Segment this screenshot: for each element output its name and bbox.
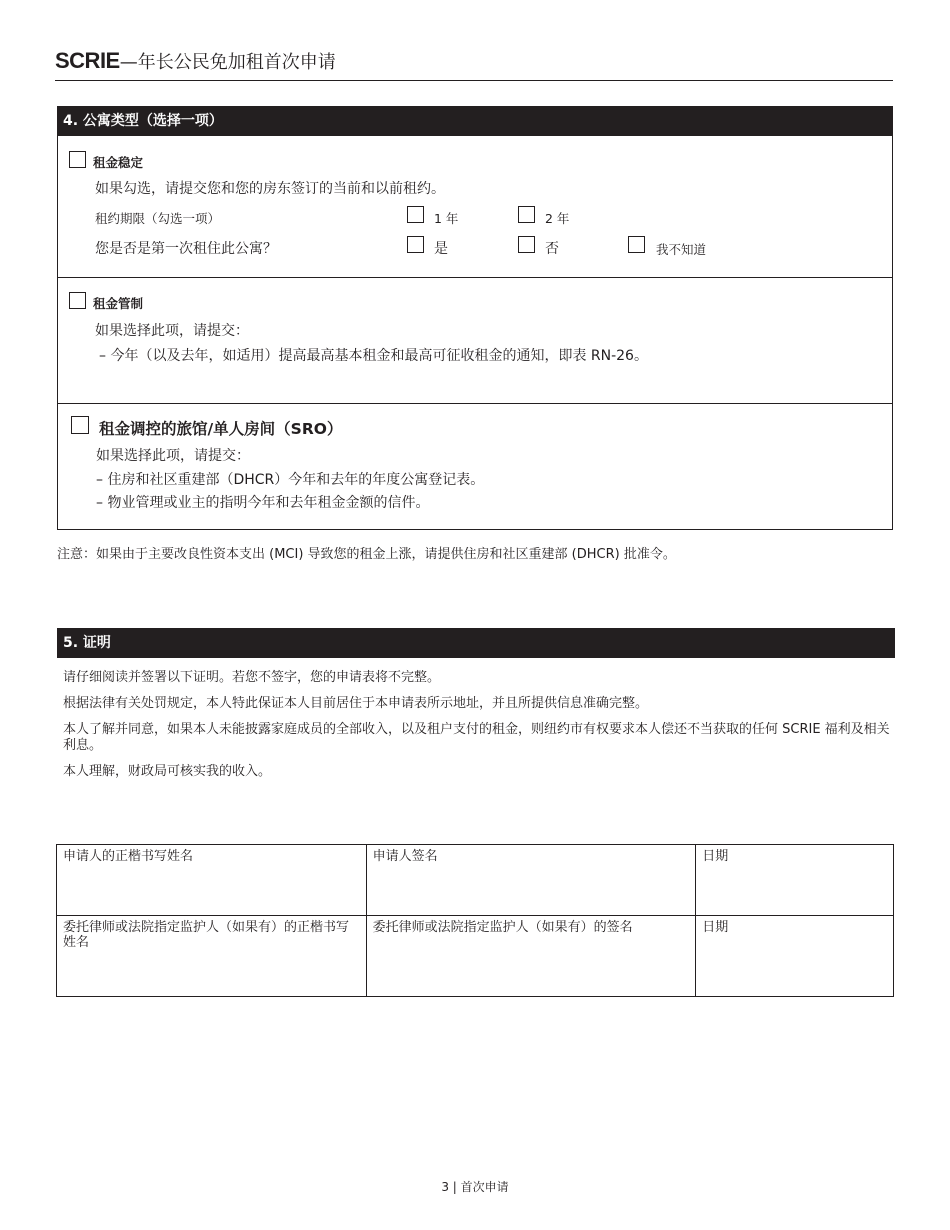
page-subtitle: —年长公民免加租首次申请 [119, 52, 336, 73]
lease-1-year-checkbox[interactable] [407, 206, 424, 223]
first-time-dont-know-label: 我不知道 [656, 242, 707, 257]
certification-paragraph-4: 本人理解，财政局可核实我的收入。 [63, 764, 272, 779]
rent-controlled-instruction: 如果选择此项，请提交： [95, 323, 249, 339]
attorney-date-field[interactable] [696, 916, 894, 997]
divider [57, 277, 893, 278]
rent-stabilized-label: 租金稳定 [93, 155, 144, 170]
rent-controlled-checkbox[interactable] [69, 292, 86, 309]
page-footer: 3 | 首次申请 [441, 1180, 509, 1194]
first-time-no-checkbox[interactable] [518, 236, 535, 253]
applicant-name-field[interactable] [57, 845, 367, 916]
certification-paragraph-3: 本人了解并同意，如果本人未能披露家庭成员的全部收入，以及租户支付的租金，则纽约市有权要求本人偿还不当获取的任何 SCRIE 福利及相关利息。 [63, 722, 890, 753]
attorney-name-label: 委托律师或法院指定监护人（如果有）的正楷书写姓名 [63, 920, 350, 950]
applicant-signature-field[interactable] [366, 845, 696, 916]
section-5-title: 5. 证明 [57, 628, 895, 658]
first-time-no-label: 否 [545, 241, 559, 257]
first-time-dont-know-checkbox[interactable] [628, 236, 645, 253]
applicant-signature-label: 申请人签名 [372, 849, 438, 864]
applicant-name-label: 申请人的正楷书写姓名 [63, 849, 194, 864]
first-time-label: 您是否是第一次租住此公寓？ [95, 241, 277, 257]
attorney-name-field[interactable] [57, 916, 367, 997]
section-4-title: 4. 公寓类型（选择一项） [57, 106, 893, 136]
lease-2-year-label: 2 年 [545, 211, 570, 226]
page-header [55, 48, 893, 81]
lease-term-label: 租约期限（勾选一项） [95, 211, 221, 226]
rent-controlled-label: 租金管制 [93, 296, 144, 311]
sro-item-1: – 住房和社区重建部（DHCR）今年和去年的年度公寓登记表。 [96, 472, 485, 488]
attorney-date-label: 日期 [702, 920, 729, 935]
rent-stabilized-instruction: 如果勾选，请提交您和您的房东签订的当前和以前租约。 [95, 181, 445, 197]
lease-1-year-label: 1 年 [434, 211, 459, 226]
sro-instruction: 如果选择此项，请提交： [96, 448, 250, 464]
attorney-signature-label: 委托律师或法院指定监护人（如果有）的签名 [372, 920, 633, 935]
first-time-yes-checkbox[interactable] [407, 236, 424, 253]
attorney-signature-field[interactable] [366, 916, 696, 997]
rent-stabilized-checkbox[interactable] [69, 151, 86, 168]
first-time-yes-label: 是 [434, 241, 448, 257]
signature-table [56, 844, 894, 997]
certification-paragraph-1: 请仔细阅读并签署以下证明。若您不签字，您的申请表将不完整。 [63, 670, 441, 685]
mci-note: 注意：如果由于主要改良性资本支出 (MCI) 导致您的租金上涨，请提供住房和社区重建部 (DHCR) 批准令。 [57, 547, 676, 562]
applicant-date-label: 日期 [702, 849, 729, 864]
sro-label: 租金调控的旅馆/单人房间（SRO） [99, 420, 343, 438]
rent-controlled-item-1: – 今年（以及去年，如适用）提高最高基本租金和最高可征收租金的通知，即表 RN-26。 [99, 348, 648, 364]
divider [57, 403, 893, 404]
applicant-date-field[interactable] [696, 845, 894, 916]
sro-item-2: – 物业管理或业主的指明今年和去年租金金额的信件。 [96, 495, 430, 511]
brand-title: SCRIE [55, 48, 120, 73]
certification-paragraph-2: 根据法律有关处罚规定，本人特此保证本人目前居住于本申请表所示地址，并且所提供信息准确完整。 [63, 696, 649, 711]
lease-2-year-checkbox[interactable] [518, 206, 535, 223]
sro-checkbox[interactable] [71, 416, 89, 434]
